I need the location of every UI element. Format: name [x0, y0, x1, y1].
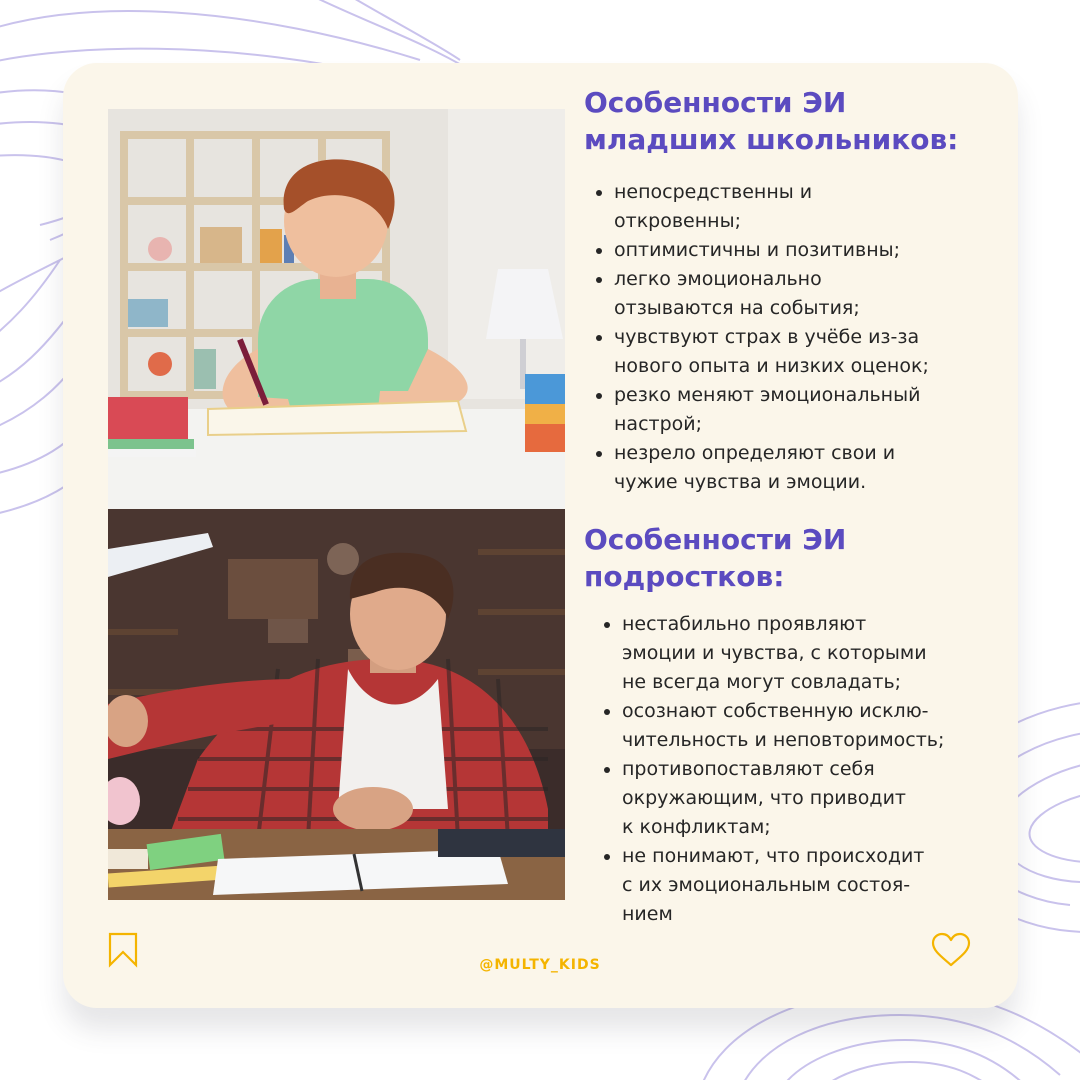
- list-item: нестабильно проявляют эмоции и чувства, с которыми не всегда могут совладать;: [600, 610, 1015, 697]
- list-item: не понимают, что происходит с их эмоциональным состоя- нием: [600, 842, 1015, 929]
- section-title-teenagers: Особенности ЭИ подростков:: [584, 523, 847, 593]
- photo-boy-writing: [108, 109, 565, 509]
- bullet-list-younger-schoolchildren: [592, 178, 1012, 497]
- heart-icon[interactable]: [930, 932, 972, 973]
- account-handle: @MULTY_KIDS: [479, 957, 601, 973]
- list-item: резко меняют эмоциональный настрой;: [592, 381, 1012, 439]
- section-title-younger-schoolchildren: Особенности ЭИ младших школьников:: [584, 86, 959, 156]
- list-item: легко эмоционально отзываются на события;: [592, 265, 1012, 323]
- list-item: незрело определяют свои и чужие чувства и эмоции.: [592, 439, 1012, 497]
- list-item: осознают собственную исклю- чительность и неповторимость;: [600, 697, 1015, 755]
- list-item: противопоставляют себя окружающим, что приводит к конфликтам;: [600, 755, 1015, 842]
- photo-teen-with-piggy-bank: [108, 509, 565, 900]
- list-item: непосредственны и откровенны;: [592, 178, 1012, 236]
- bullet-list-teenagers: [600, 610, 1015, 929]
- list-item: оптимистичны и позитивны;: [592, 236, 1012, 265]
- list-item: чувствуют страх в учёбе из-за нового опыта и низких оценок;: [592, 323, 1012, 381]
